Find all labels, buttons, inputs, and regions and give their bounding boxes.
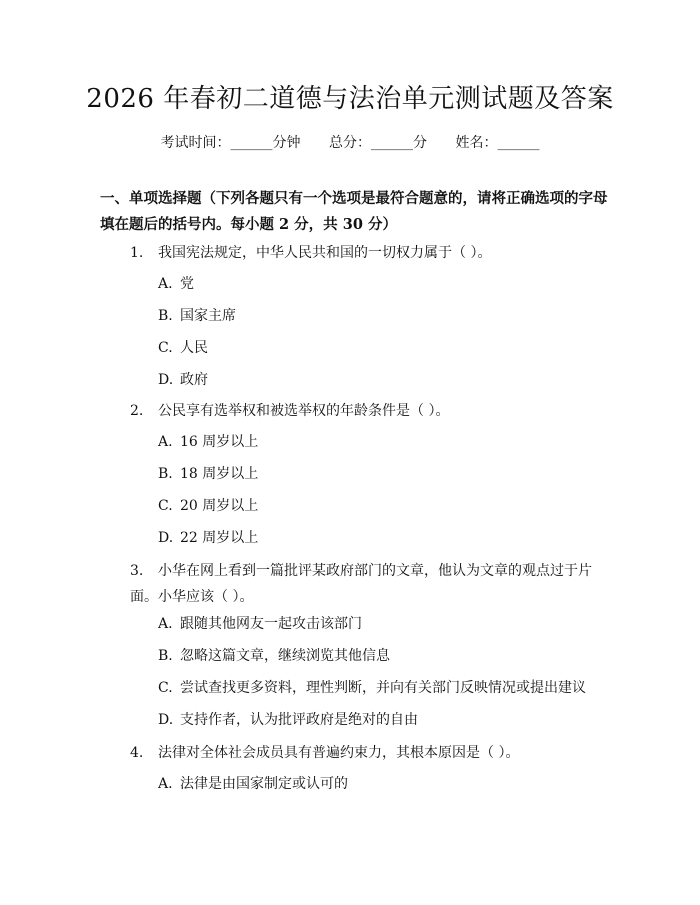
option-text: 支持作者，认为批评政府是绝对的自由 xyxy=(180,712,418,728)
question-text: 公民享有选举权和被选举权的年龄条件是（ ）。 xyxy=(158,403,450,419)
option-letter: D. xyxy=(158,372,174,388)
option-text: 跟随其他网友一起攻击该部门 xyxy=(180,616,362,632)
option-text: 党 xyxy=(180,276,194,292)
question-text: 法律对全体社会成员具有普遍约束力，其根本原因是（ ）。 xyxy=(158,745,520,761)
option-text: 20 周岁以上 xyxy=(180,498,259,514)
option-letter: A. xyxy=(158,616,173,632)
option-1a xyxy=(158,274,194,294)
option-letter: D. xyxy=(158,530,174,546)
section-heading: 一、单项选择题（下列各题只有一个选项是最符合题意的，请将正确选项的字母填在题后的括号内。每小题 2 分，共 30 分） xyxy=(100,190,608,233)
exam-meta xyxy=(0,132,700,152)
option-text: 尝试查找更多资料，理性判断，并向有关部门反映情况或提出建议 xyxy=(180,680,586,696)
question-text: 小华在网上看到一篇批评某政府部门的文章，他认为文章的观点过于片面。小华应该（ ）。 xyxy=(130,563,592,605)
option-2c xyxy=(158,496,258,516)
option-letter: B. xyxy=(158,648,173,664)
page-title: 2026 年春初二道德与法治单元测试题及答案 xyxy=(86,84,614,114)
option-text: 18 周岁以上 xyxy=(180,466,259,482)
option-1d xyxy=(158,370,208,390)
name-field: 姓名：______ xyxy=(455,135,540,151)
option-2d xyxy=(158,528,258,548)
option-letter: A. xyxy=(158,434,173,450)
option-letter: C. xyxy=(158,340,173,356)
question-2 xyxy=(130,398,608,424)
option-letter: C. xyxy=(158,680,173,696)
question-number: 2. xyxy=(130,403,144,419)
option-text: 忽略这篇文章，继续浏览其他信息 xyxy=(180,648,390,664)
option-text: 政府 xyxy=(180,372,208,388)
option-1b xyxy=(158,306,236,326)
option-1c xyxy=(158,338,208,358)
exam-time-field: 考试时间：______分钟 xyxy=(160,135,301,151)
option-2a xyxy=(158,432,258,452)
option-text: 法律是由国家制定或认可的 xyxy=(180,776,348,792)
option-3b xyxy=(158,646,390,666)
question-text: 我国宪法规定，中华人民共和国的一切权力属于（ ）。 xyxy=(158,245,492,261)
option-letter: D. xyxy=(158,712,174,728)
question-number: 3. xyxy=(130,563,144,579)
question-number: 4. xyxy=(130,745,144,761)
option-letter: C. xyxy=(158,498,173,514)
total-score-field: 总分：______分 xyxy=(329,135,427,151)
option-letter: A. xyxy=(158,276,173,292)
question-1 xyxy=(130,240,608,266)
option-4a xyxy=(158,774,348,794)
option-text: 22 周岁以上 xyxy=(180,530,259,546)
question-4 xyxy=(130,740,608,766)
option-letter: B. xyxy=(158,308,173,324)
question-number: 1. xyxy=(130,245,144,261)
option-2b xyxy=(158,464,258,484)
option-3d xyxy=(158,710,418,730)
question-3 xyxy=(130,558,608,610)
option-letter: B. xyxy=(158,466,173,482)
option-3c xyxy=(158,678,586,698)
option-text: 16 周岁以上 xyxy=(180,434,259,450)
option-letter: A. xyxy=(158,776,173,792)
option-text: 人民 xyxy=(180,340,208,356)
option-text: 国家主席 xyxy=(180,308,236,324)
option-3a xyxy=(158,614,362,634)
